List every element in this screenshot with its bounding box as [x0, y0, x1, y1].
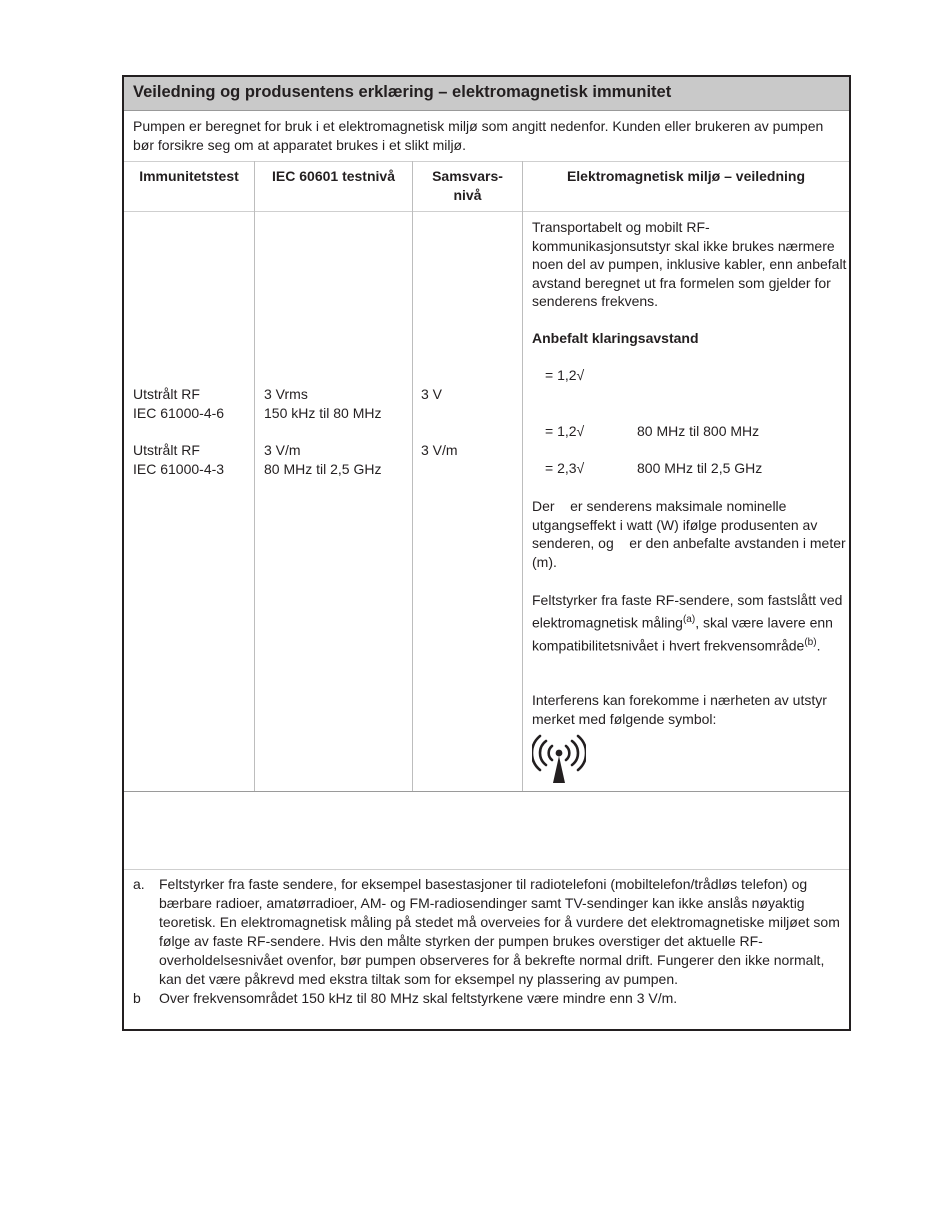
p2-part-c: er den anbefalte avstanden i meter (m).: [532, 535, 846, 570]
header-compliance: Samsvars- nivå: [432, 168, 503, 203]
column-divider: [254, 161, 255, 791]
guidance-paragraph-3: [532, 590, 848, 655]
footnote-a: [133, 875, 845, 989]
non-ionizing-radiation-icon: [532, 732, 586, 784]
guidance-paragraph-2: [532, 497, 848, 571]
row1-compliance: 3 V: [421, 386, 443, 402]
formula-2-range: 80 MHz til 800 MHz: [637, 423, 760, 439]
footnote-text: Feltstyrker fra faste sendere, for eksempel basestasjoner til radiotelefoni (mobiltelefon/trådløs telefon) og bærbare radioer, amatørradioer, AM- og FM-radiosendinger samt TV-sendinger kan ikke anslås nøyaktig teoretisk. En elektromagnetisk måling på stedet må overveies for å vurdere det elektromagnetiske miljøet som følge av faste RF-sendere. Hvis den målte styrken der pumpen brukes overstiger det aktuelle RF-overholdelsesnivået ovenfor, bør pumpen observeres for å bekrefte normal drift. Fungerer den ikke normalt, kan det være påkrevd med ekstra tiltak som for eksempel ny plassering av pumpen.: [159, 876, 840, 987]
footnote-label: b: [133, 990, 141, 1006]
row2-test: Utstrålt RF IEC 61000-4-3: [133, 442, 225, 477]
p2-part-a: Der: [532, 498, 555, 514]
formula-2: = 1,2√: [545, 423, 585, 439]
header-guidance: Elektromagnetisk miljø – veiledning: [566, 168, 806, 184]
footnote-ref-b: (b): [804, 636, 817, 648]
row2-level: 3 V/m 80 MHz til 2,5 GHz: [264, 442, 382, 477]
footnote-label: a.: [133, 876, 145, 892]
footnote-b: [133, 989, 845, 1008]
immunity-table: [122, 75, 851, 1031]
p2-part-b: er senderens maksimale nominelle utgangseffekt i watt (W) ifølge produsenten av senderen, og: [532, 498, 818, 551]
row1-test: Utstrålt RF IEC 61000-4-6: [133, 386, 225, 421]
title-bar: [124, 77, 849, 111]
divider: [124, 869, 849, 870]
divider: [124, 211, 849, 212]
formula-3-range: 800 MHz til 2,5 GHz: [637, 460, 763, 476]
p3-part-a: Feltstyrker fra faste RF-sendere, som fastslått ved elektromagnetisk måling: [532, 592, 843, 631]
formula-3: = 2,3√: [545, 460, 585, 476]
p3-part-c: .: [816, 637, 821, 654]
footnotes: [133, 875, 845, 1008]
guidance-paragraph-1: Transportabelt og mobilt RF-kommunikasjonsutstyr skal ikke brukes nærmere noen del av pumpen, inklusive kabler, enn anbefalt avstand beregnet ut fra formelen som gjelder for senderens frekvens.: [532, 219, 847, 309]
table-title: Veiledning og produsentens erklæring – elektromagnetisk immunitet: [133, 83, 672, 101]
clearance-heading: Anbefalt klaringsavstand: [532, 330, 699, 346]
formula-1: = 1,2√: [545, 367, 585, 383]
p3-part-b: , skal være lavere enn kompatibilitetsnivået i hvert frekvensområde: [532, 614, 833, 654]
divider: [124, 161, 849, 162]
column-divider: [522, 161, 523, 791]
header-level: IEC 60601 testnivå: [272, 168, 395, 184]
divider: [124, 791, 849, 792]
footnote-text: Over frekvensområdet 150 kHz til 80 MHz skal feltstyrkene være mindre enn 3 V/m.: [159, 990, 678, 1006]
header-test: Immunitetstest: [139, 168, 239, 184]
row1-level: 3 Vrms 150 kHz til 80 MHz: [264, 386, 382, 421]
footnote-ref-a: (a): [682, 614, 696, 625]
intro-text: Pumpen er beregnet for bruk i et elektromagnetisk miljø som angitt nedenfor. Kunden eller brukeren av pumpen bør forsikre seg om at apparatet brukes i et slikt miljø.: [133, 118, 824, 153]
column-divider: [412, 161, 413, 791]
row2-compliance: 3 V/m: [421, 442, 458, 458]
guidance-paragraph-4: Interferens kan forekomme i nærheten av utstyr merket med følgende symbol:: [532, 692, 827, 727]
